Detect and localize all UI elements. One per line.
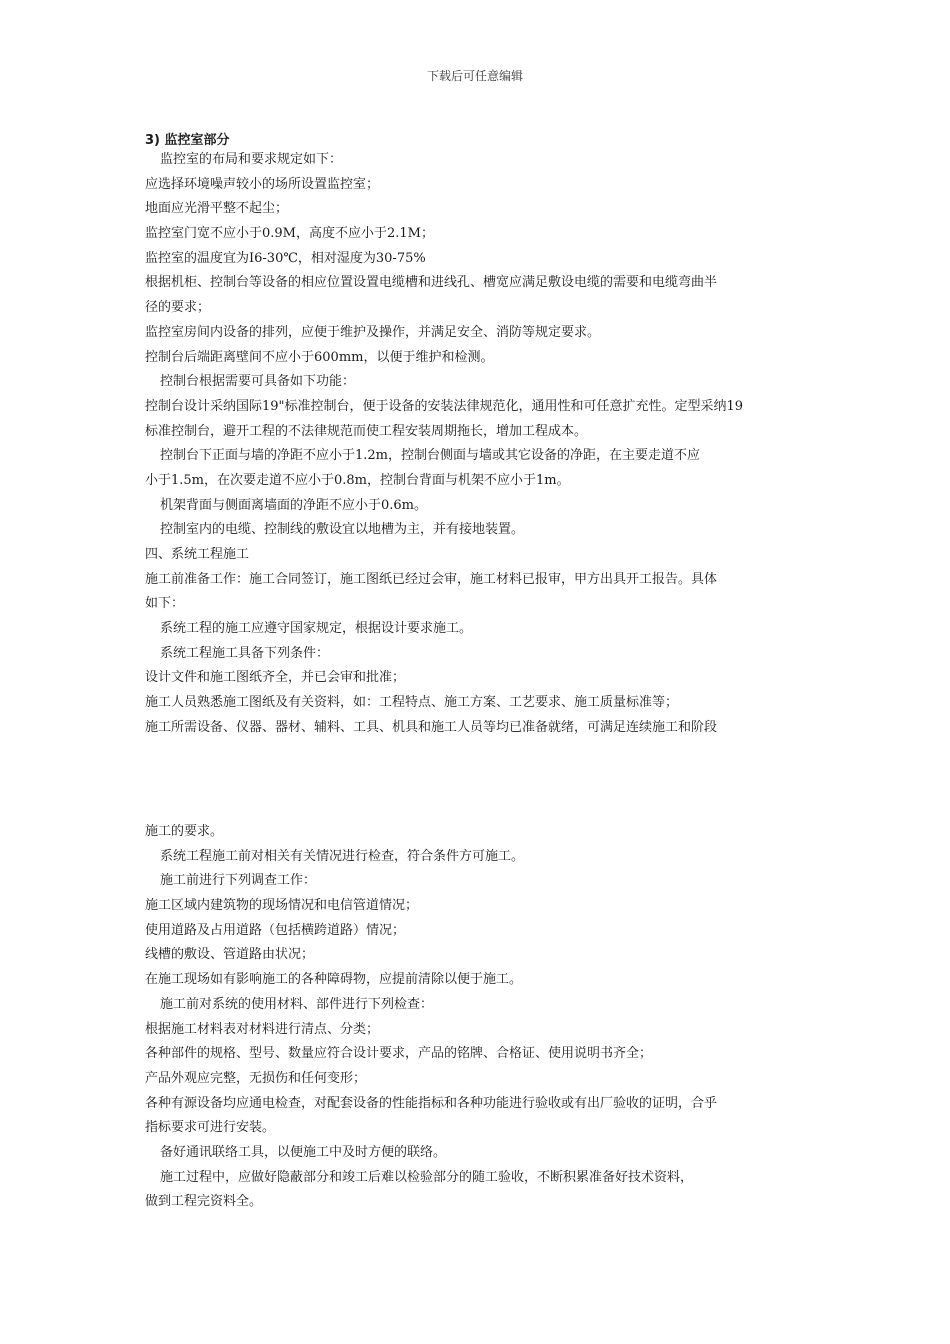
text-line: 使用道路及占用道路（包括横跨道路）情况； [145,922,406,938]
text-line: 控制台设计采纳国际19"标准控制台，便于设备的安装法律规范化，通用性和可任意扩充性。定型采纳19 [145,398,744,414]
text-line: 控制台根据需要可具备如下功能： [160,374,356,390]
text-line: 系统工程施工前对相关有关情况进行检查，符合条件方可施工。 [160,848,525,864]
text-line: 施工过程中，应做好隐蔽部分和竣工后难以检验部分的随工验收，不断积累准备好技术资料， [160,1169,694,1185]
text-line: 施工前对系统的使用材料、部件进行下列检查： [160,996,434,1012]
text-line: 施工所需设备、仪器、器材、辅料、工具、机具和施工人员等均已准备就绪，可满足连续施工和阶段 [145,719,718,735]
text-line: 系统工程施工具备下列条件： [160,645,330,661]
text-line: 小于1.5m，在次要走道不应小于0.8m，控制台背面与机架不应小于1m。 [145,472,570,488]
text-line: 如下： [145,596,185,612]
text-line: 各种部件的规格、型号、数量应符合设计要求，产品的铭牌、合格证、使用说明书齐全； [145,1046,653,1062]
text-line: 设计文件和施工图纸齐全，并已会审和批准； [145,670,406,686]
text-line: 施工前进行下列调查工作： [160,873,317,889]
text-line: 系统工程的施工应遵守国家规定，根据设计要求施工。 [160,621,473,637]
text-line: 控制台后端距离壁间不应小于600mm，以便于维护和检测。 [145,349,494,365]
text-line: 做到工程完资料全。 [145,1194,263,1210]
text-line: 施工人员熟悉施工图纸及有关资料，如：工程特点、施工方案、工艺要求、施工质量标准等； [145,695,679,711]
text-block-upper [145,148,805,741]
text-line: 四、系统工程施工 [145,547,250,562]
text-line: 机架背面与侧面离墙面的净距不应小于0.6m。 [160,497,428,513]
text-line: 各种有源设备均应通电检查，对配套设备的性能指标和各种功能进行验收或有出厂验收的证明，合乎 [145,1095,718,1111]
text-line: 监控室房间内设备的排列，应便于维护及操作，并满足安全、消防等规定要求。 [145,324,601,340]
text-line: 地面应光滑平整不起尘； [145,201,289,217]
text-line: 在施工现场如有影响施工的各种障碍物，应提前清除以便于施工。 [145,972,523,988]
text-line: 根据施工材料表对材料进行清点、分类； [145,1021,380,1037]
text-line: 施工的要求。 [145,824,224,839]
text-line: 应选择环境噪声较小的场所设置监控室； [145,176,380,192]
text-line: 根据机柜、控制台等设备的相应位置设置电缆槽和进线孔、槽宽应满足敷设电缆的需要和电缆弯曲半 [145,275,718,291]
text-line: 产品外观应完整，无损伤和任何变形； [145,1070,367,1086]
text-line: 控制室内的电缆、控制线的敷设宜以地槽为主，并有接地装置。 [160,522,525,538]
text-line: 监控室的布局和要求规定如下： [160,152,343,167]
text-line: 施工前准备工作：施工合同签订，施工图纸已经过会审，施工材料已报审，甲方出具开工报告。具体 [145,571,718,587]
text-line: 备好通讯联络工具，以便施工中及时方便的联络。 [160,1144,447,1160]
page-header: 下载后可任意编辑 [426,69,523,83]
text-line: 径的要求； [145,300,211,316]
text-line: 控制台下正面与墙的净距不应小于1.2m，控制台侧面与墙或其它设备的净距，在主要走道不应 [160,448,701,464]
text-line: 线槽的敷设、管道路由状况； [145,947,315,963]
text-line: 指标要求可进行安装。 [145,1120,276,1136]
text-line: 标准控制台，避开工程的不法律规范而使工程安装周期拖长，增加工程成本。 [145,423,588,439]
text-line: 监控室门宽不应小于0.9M，高度不应小于2.1M； [145,226,434,242]
text-line: 监控室的温度宜为I6-30℃，相对湿度为30-75% [145,250,426,266]
text-block-lower [145,820,805,1215]
section-title: 3) 监控室部分 [145,133,230,148]
text-line: 施工区域内建筑物的现场情况和电信管道情况； [145,898,419,914]
